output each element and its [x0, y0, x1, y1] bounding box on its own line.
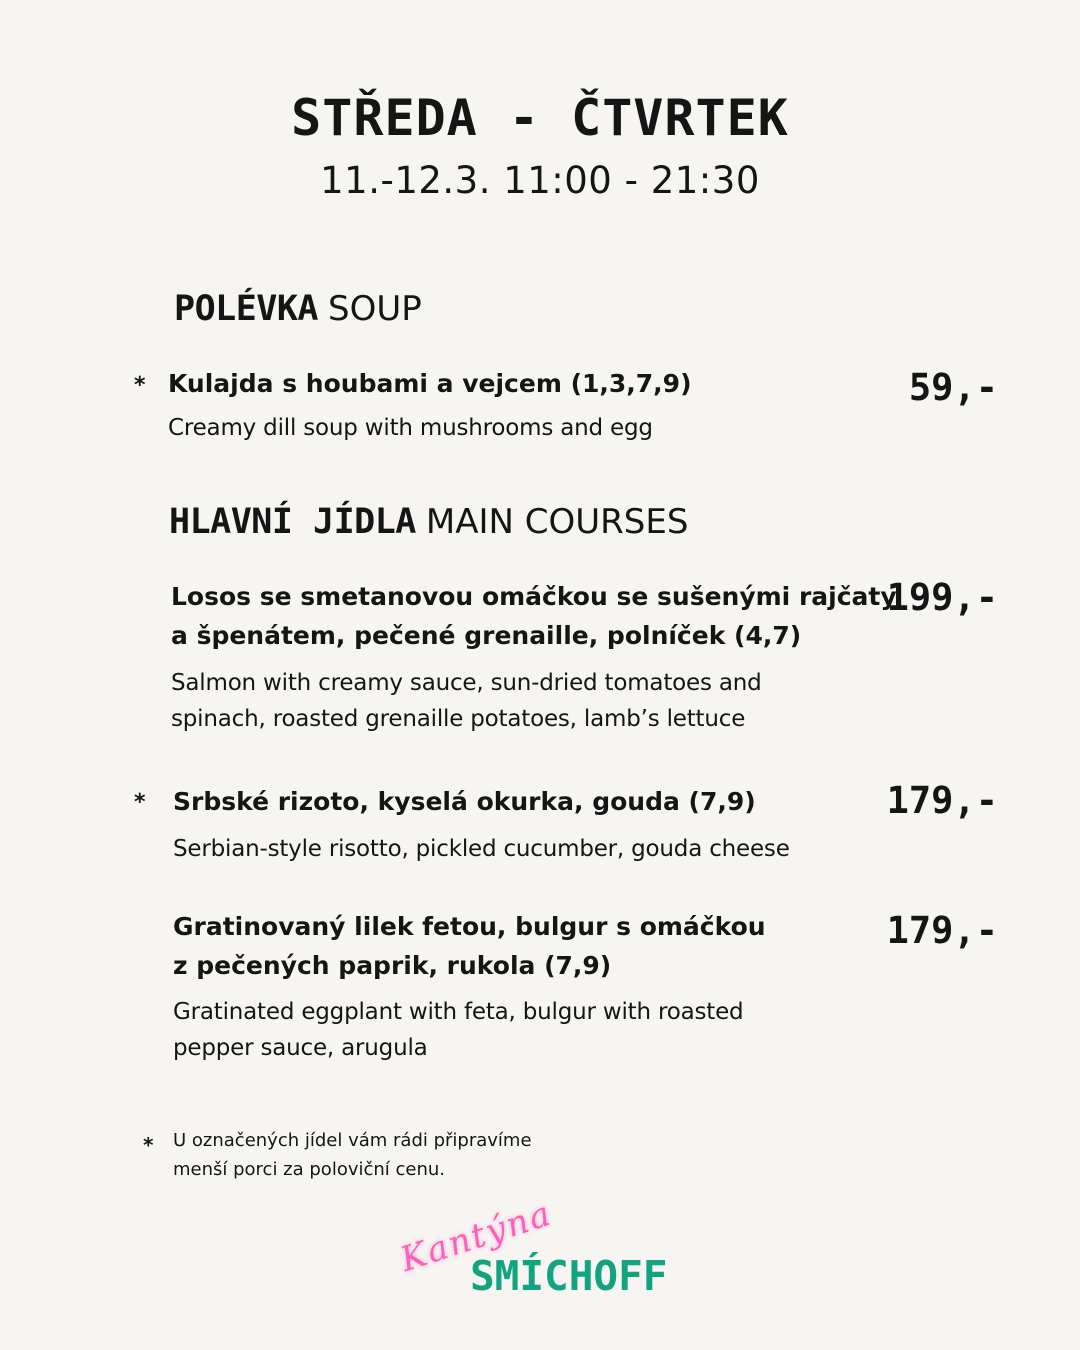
page-title: STŘEDA - ČTVRTEK [291, 89, 789, 147]
dish-name-line: Losos se smetanovou omáčkou se sušenými rajčaty [171, 582, 897, 611]
dish-price: 179,- [886, 779, 998, 822]
dish-name-line: a špenátem, pečené grenaille, polníček (4,7) [171, 621, 802, 650]
dish-description [173, 994, 743, 1066]
section-title-en: MAIN COURSES [425, 502, 689, 542]
dish-description [171, 665, 762, 737]
dish-description-line: Creamy dill soup with mushrooms and egg [168, 415, 653, 441]
dish-name-line: Gratinovaný lilek fetou, bulgur s omáčkou [173, 912, 766, 941]
section-heading-main-courses [169, 500, 688, 550]
dish-name-line: Kulajda s houbami a vejcem (1,3,7,9) [168, 369, 692, 398]
footnote-line: menší porci za poloviční cenu. [173, 1159, 446, 1180]
half-portion-marker-icon: * [134, 790, 146, 815]
dish-description-line: spinach, roasted grenaille potatoes, lamb’s lettuce [171, 706, 746, 732]
dish-name [168, 364, 692, 403]
footnote-marker-icon: * [143, 1133, 154, 1157]
dish-price: 199,- [886, 576, 998, 619]
logo-script-text: Kantýna [395, 1193, 557, 1280]
half-portion-marker-icon: * [134, 373, 146, 398]
section-heading-soup [174, 287, 422, 337]
dish-description-line: pepper sauce, arugula [173, 1035, 428, 1061]
dish-description-line: Serbian-style risotto, pickled cucumber, gouda cheese [173, 836, 790, 862]
dish-name [171, 577, 897, 655]
dish-description-line: Salmon with creamy sauce, sun-dried tomatoes and [171, 670, 762, 696]
dish-price: 179,- [886, 909, 998, 952]
footnote [173, 1126, 532, 1184]
dish-name-line: z pečených paprik, rukola (7,9) [173, 951, 612, 980]
dish-name-line: Srbské rizoto, kyselá okurka, gouda (7,9) [173, 787, 756, 816]
dish-name [173, 782, 756, 821]
dish-description-line: Gratinated eggplant with feta, bulgur with roasted [173, 999, 744, 1025]
dish-description [173, 831, 790, 867]
footnote-line: U označených jídel vám rádi připravíme [173, 1130, 532, 1151]
dish-name [173, 907, 766, 985]
logo-wordmark: SMÍCHOFF [470, 1252, 668, 1300]
section-title-en: SOUP [328, 289, 422, 329]
section-title-cz: POLÉVKA [174, 289, 319, 329]
dish-description [168, 410, 653, 446]
dish-price: 59,- [908, 366, 998, 409]
section-title-cz: HLAVNÍ JÍDLA [169, 502, 416, 542]
date-time-subtitle: 11.-12.3. 11:00 - 21:30 [320, 159, 760, 202]
